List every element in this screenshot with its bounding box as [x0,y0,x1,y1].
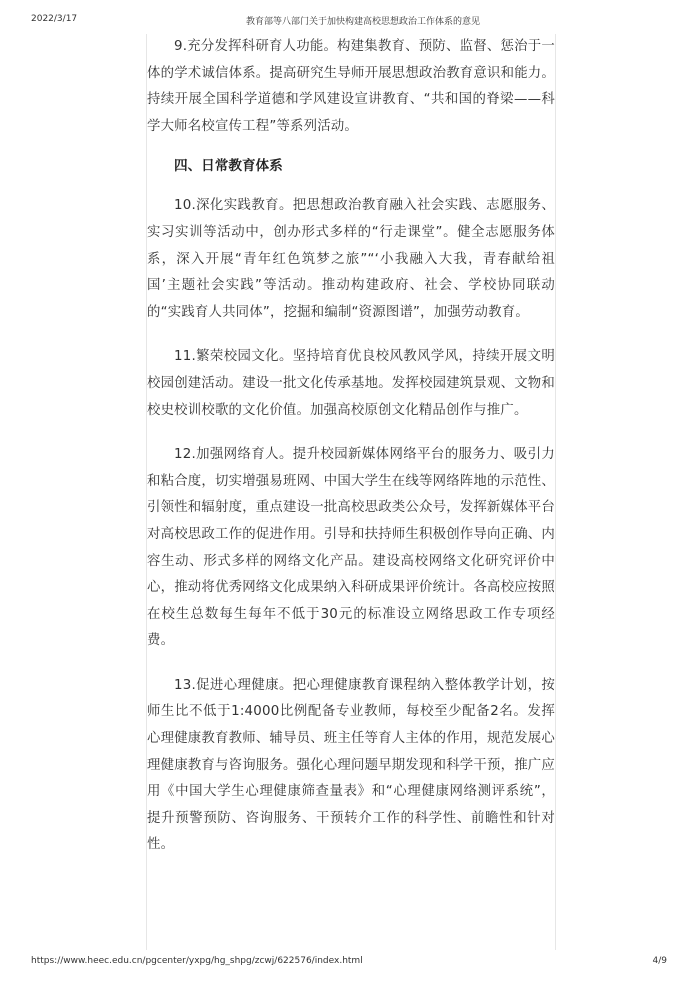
print-page-number: 4/9 [652,956,667,966]
print-header-title: 教育部等八部门关于加快构建高校思想政治工作体系的意见 [245,17,480,27]
paragraph-11: 11.繁荣校园文化。坚持培育优良校风教风学风，持续开展文明校园创建活动。建设一批文化传承基地。发挥校园建筑景观、文物和校史校训校歌的文化价值。加强高校原创文化精品创作与推广。 [147,349,555,418]
paragraph-12: 12.加强网络育人。提升校园新媒体网络平台的服务力、吸引力和粘合度，切实增强易班网、中国大学生在线等网络阵地的示范性、引领性和辐射度，重点建设一批高校思政类公众号，发挥新媒体平台对高校思政工作的促进作用。引导和扶持师生积极创作导向正确、内容生动、形式多样的网络文化产品。建设高校网络文化研究评价中心，推动将优秀网络文化成果纳入科研成果评价统计。各高校应按照在校生总数每生每年不低于30元的标准设立网络思政工作专项经费。 [147,447,555,649]
paragraph-10: 10.深化实践教育。把思想政治教育融入社会实践、志愿服务、实习实训等活动中，创办形式多样的“行走课堂”。健全志愿服务体系，深入开展“青年红色筑梦之旅”“‘小我融入大我，青春献给祖国’主题社会实践”等活动。推动构建政府、社会、学校协同联动的“实践育人共同体”，挖掘和编制“资源图谱”，加强劳动教育。 [147,198,555,320]
section-heading-4: 四、日常教育体系 [174,158,283,175]
print-footer-url: https://www.heec.edu.cn/pgcenter/yxpg/hg_shpg/zcwj/622576/index.html [31,956,363,966]
paragraph-13: 13.促进心理健康。把心理健康教育课程纳入整体教学计划，按师生比不低于1:4000比例配备专业教师，每校至少配备2名。发挥心理健康教育教师、辅导员、班主任等育人主体的作用，规范发展心理健康教育与咨询服务。强化心理问题早期发现和科学干预，推广应用《中国大学生心理健康筛查量表》和“心理健康网络测评系统”，提升预警预防、咨询服务、干预转介工作的科学性、前瞻性和针对性。 [147,677,555,853]
print-date: 2022/3/17 [31,14,78,24]
document-body [147,34,555,859]
paragraph-9: 9.充分发挥科研育人功能。构建集教育、预防、监督、惩治于一体的学术诚信体系。提高研究生导师开展思想政治教育意识和能力。持续开展全国科学道德和学风建设宣讲教育、“共和国的脊梁——科学大师名校宣传工程”等系列活动。 [147,39,555,134]
document-content [146,34,556,950]
